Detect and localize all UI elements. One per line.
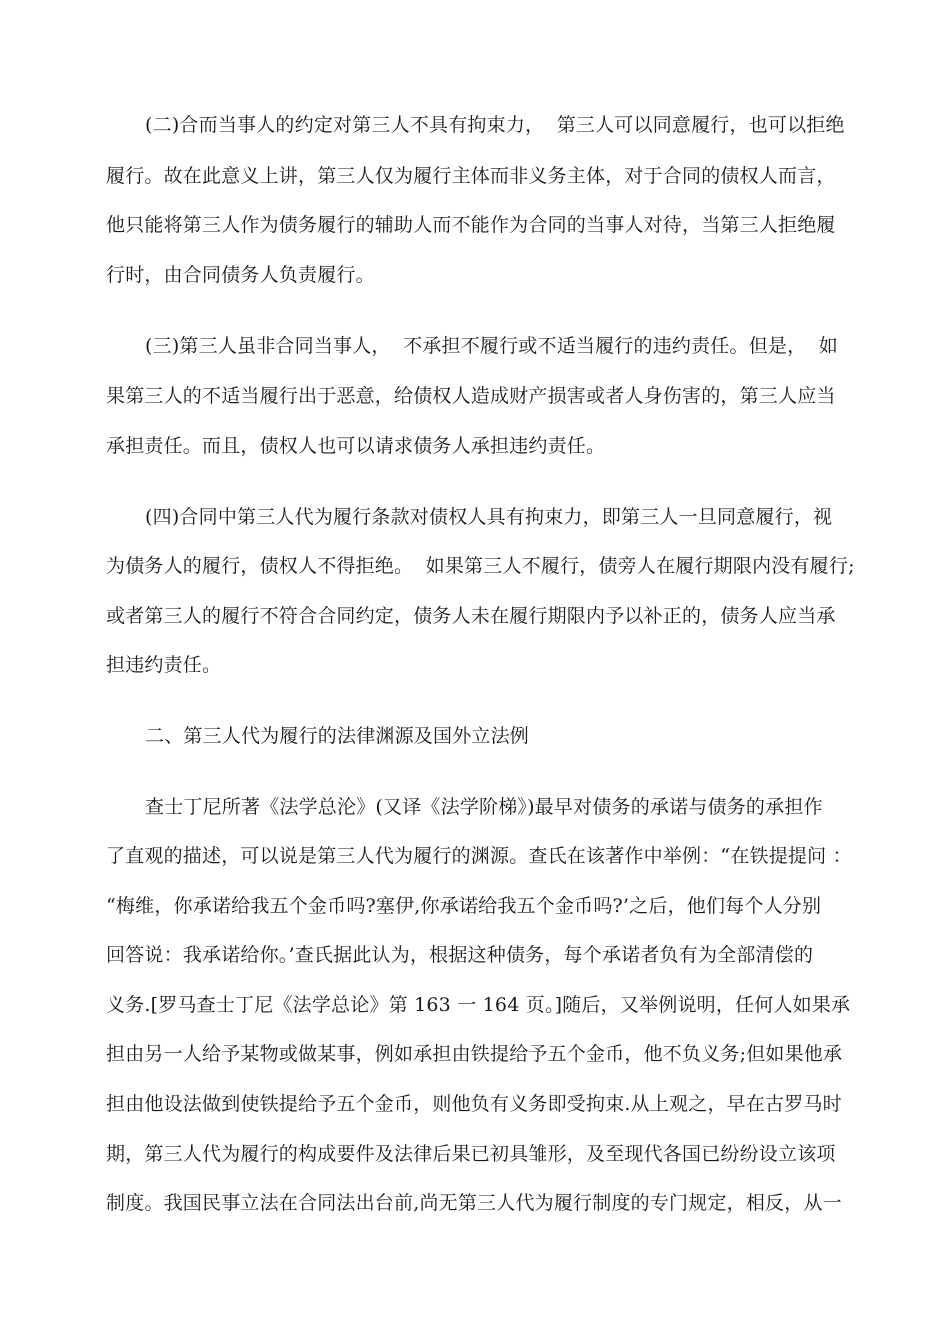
text-line: 回答说：我承诺给你。’查氏据此认为，根据这种债务，每个承诺者负有为全部清偿的 xyxy=(106,944,814,966)
text-line: 行时，由合同债务人负责履行。 xyxy=(106,264,375,286)
text-line: 担违约责任。 xyxy=(106,654,222,676)
section-heading: 二、第三人代为履行的法律渊源及国外立法例 xyxy=(145,725,530,747)
text-line: (四)合同中第三人代为履行条款对债权人具有拘束力，即第三人一旦同意履行，视 xyxy=(145,506,833,528)
text-line: 期，第三人代为履行的构成要件及法律后果已初具雏形，及至现代各国已纷纷设立该项 xyxy=(106,1143,836,1165)
text-line: 查士丁尼所著《法学总沦》(又译《法学阶梯》)最早对债务的承诺与债务的承担作 xyxy=(145,796,823,818)
text-line: 他只能将第三人作为债务履行的辅助人而不能作为合同的当事人对待，当第三人拒绝履 xyxy=(106,214,836,236)
text-line: 或者第三人的履行不符合合同约定，债务人未在履行期限内予以补正的，债务人应当承 xyxy=(106,605,836,627)
text-line: 为债务人的履行，债权人不得拒绝。 如果第三人不履行，债旁人在履行期限内没有履行; xyxy=(106,555,855,577)
text-line: 制度。我国民事立法在合同法出台前,尚无第三人代为履行制度的专门规定，相反，从一 xyxy=(106,1192,842,1214)
text-line: 果第三人的不适当履行出于恶意，给债权人造成财产损害或者人身伤害的，第三人应当 xyxy=(106,385,836,407)
text-line: 担由另一人给予某物或做某事，例如承担由铁提给予五个金币，他不负义务;但如果他承 xyxy=(106,1043,843,1065)
text-line: 承担责任。而且，债权人也可以请求债务人承担违约责任。 xyxy=(106,435,606,457)
text-line: 履行。故在此意义上讲，第三人仅为履行主体而非义务主体，对于合同的债权人而言， xyxy=(106,165,836,187)
text-line: 了直观的描述，可以说是第三人代为履行的渊源。查氏在该著作中举例：“在铁提提问 ： xyxy=(106,845,852,867)
text-line: (二)合而当事人的约定对第三人不具有拘束力， 第三人可以同意履行，也可以拒绝 xyxy=(145,114,845,136)
text-line: “梅维，你承诺给我五个金币吗?塞伊,你承诺给我五个金币吗?’之后，他们每个人分别 xyxy=(106,895,822,917)
text-line: (三)第三人虽非合同当事人， 不承担不履行或不适当履行的违约责任。但是， 如 xyxy=(145,335,838,357)
text-line: 义务.[罗马查士丁尼《法学总论》第 163 一 164 页。]随后，又举例说明，任何人如果承 xyxy=(106,994,851,1016)
text-line: 担由他设法做到使铁提给予五个金币，则他负有义务即受拘束.从上观之，早在古罗马时 xyxy=(106,1093,842,1115)
